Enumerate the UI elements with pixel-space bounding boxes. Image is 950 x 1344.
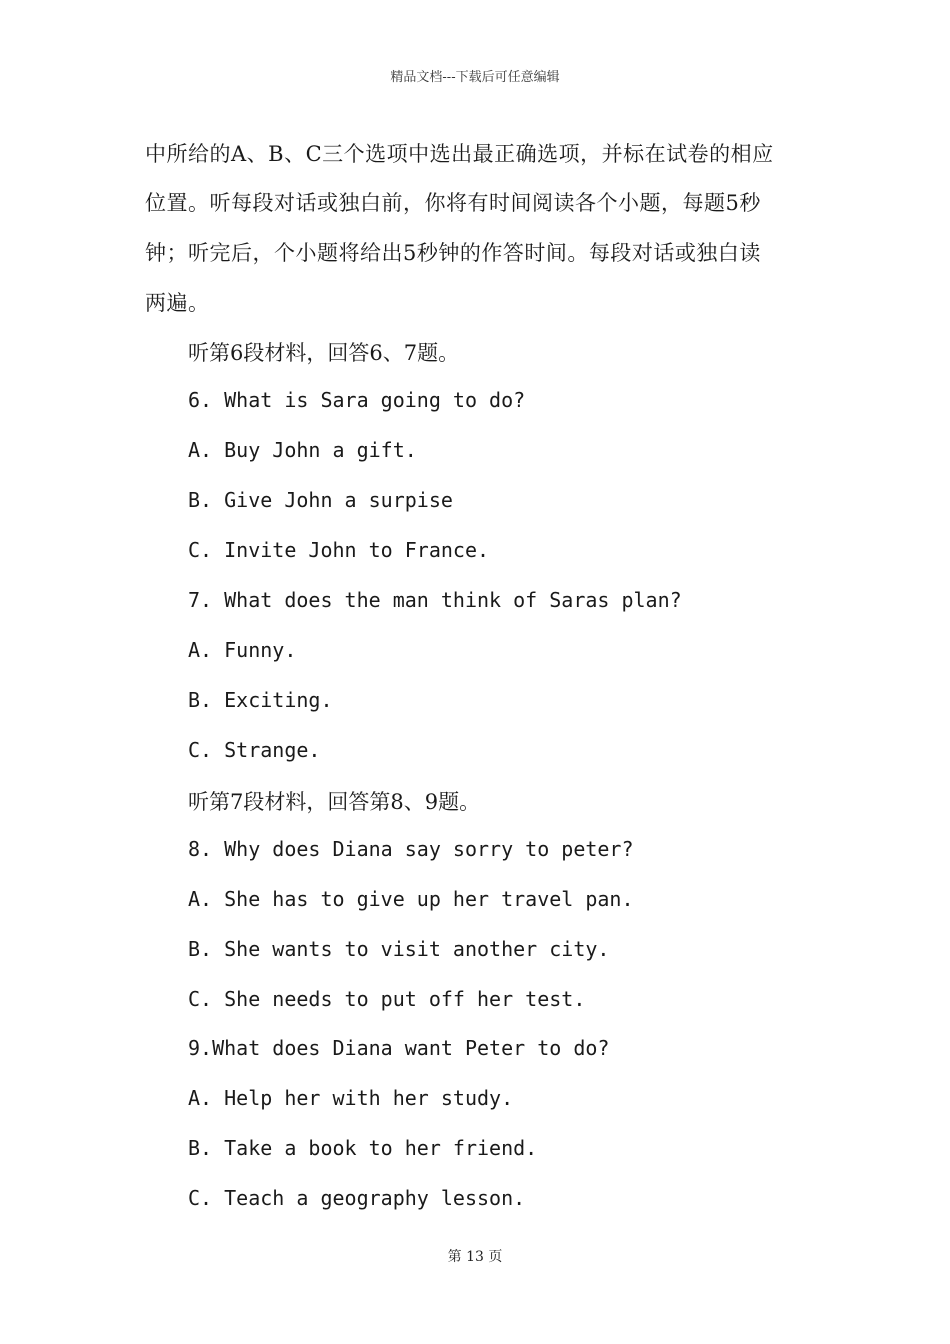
answer-option: B. Exciting. — [188, 688, 333, 712]
intro-line: 钟；听完后，个小题将给出5秒钟的作答时间。每段对话或独白读 — [145, 241, 761, 265]
question: 9.What does Diana want Peter to do? — [188, 1036, 610, 1060]
answer-option: A. Buy John a gift. — [188, 438, 417, 462]
intro-line: 两遍。 — [145, 291, 210, 315]
answer-option: C. Invite John to France. — [188, 538, 490, 562]
page-header: 精品文档---下载后可任意编辑 — [390, 70, 560, 85]
section-heading: 听第6段材料，回答6、7题。 — [188, 341, 460, 365]
answer-option: C. She needs to put off her test. — [188, 987, 586, 1011]
answer-option: B. Take a book to her friend. — [188, 1136, 538, 1160]
answer-option: C. Teach a geography lesson. — [188, 1186, 526, 1210]
question: 7. What does the man think of Saras plan? — [188, 588, 682, 612]
answer-option: B. Give John a surpise — [188, 488, 453, 512]
answer-option: B. She wants to visit another city. — [188, 937, 610, 961]
intro-line: 位置。听每段对话或独白前，你将有时间阅读各个小题，每题5秒 — [145, 191, 761, 215]
intro-line: 中所给的A、B、C三个选项中选出最正确选项，并标在试卷的相应 — [145, 142, 774, 166]
answer-option: A. She has to give up her travel pan. — [188, 887, 634, 911]
answer-option: A. Funny. — [188, 638, 297, 662]
section-heading: 听第7段材料，回答第8、9题。 — [188, 790, 481, 814]
question: 8. Why does Diana say sorry to peter? — [188, 837, 634, 861]
answer-option: C. Strange. — [188, 738, 321, 762]
question: 6. What is Sara going to do? — [188, 388, 526, 412]
page-number: 第 13 页 — [447, 1249, 503, 1265]
answer-option: A. Help her with her study. — [188, 1086, 514, 1110]
